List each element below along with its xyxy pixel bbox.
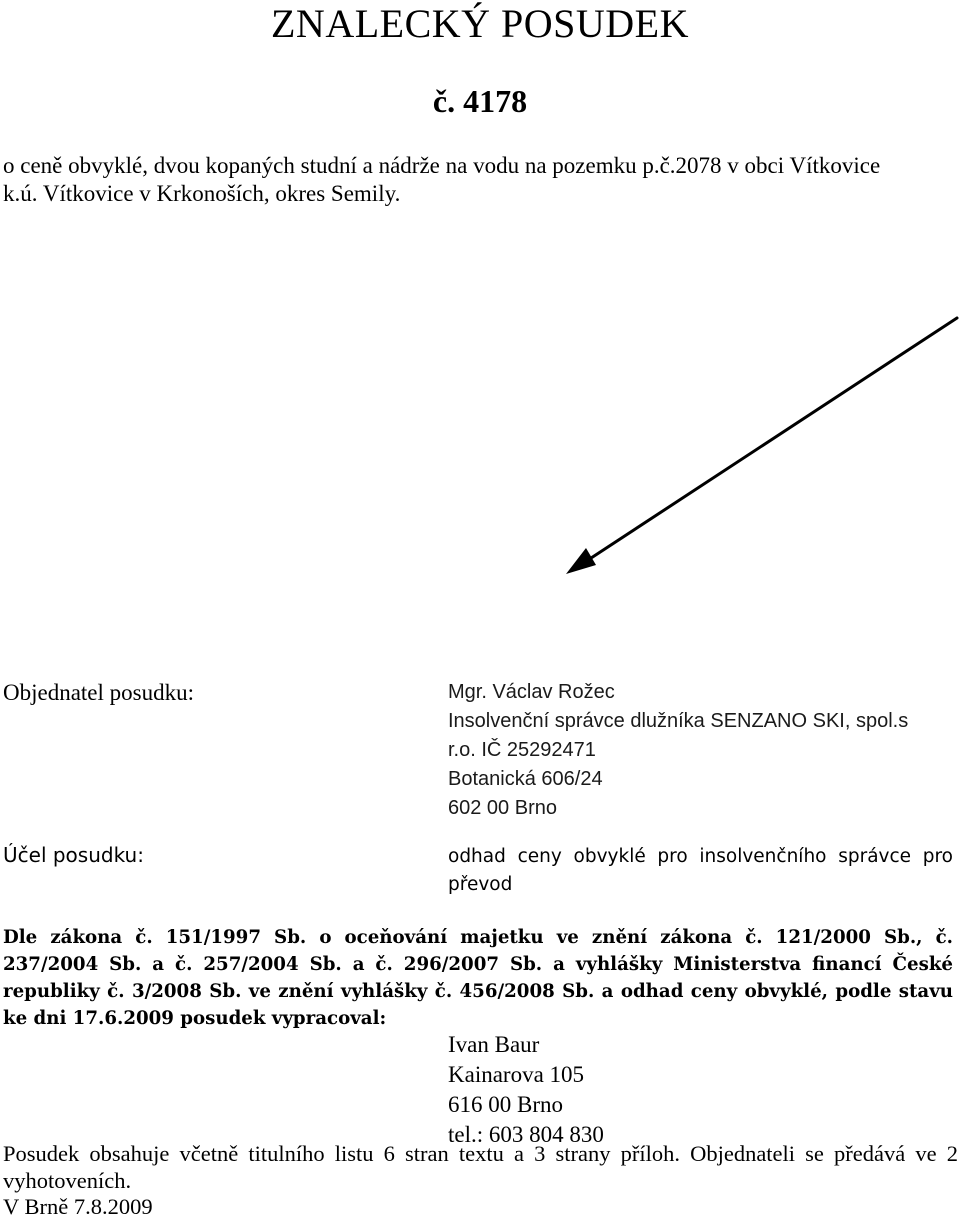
legal-basis-paragraph: Dle zákona č. 151/1997 Sb. o oceňování majetku ve znění zákona č. 121/2000 Sb., č. 237/2004 Sb. a č. 257/2004 Sb. a č. 296/2007 Sb. a vyhlášky Ministerstva financí České republiky č. 3/2008 Sb. ve znění vyhlášky č. 456/2008 Sb. a odhad ceny obvyklé, podle stavu ke dni 17.6.2009 posudek vypracoval: xyxy=(3,927,953,1029)
footer-note: Posudek obsahuje včetně titulního listu 6 stran textu a 3 strany příloh. Objednateli se předává ve 2 vyhotoveních. xyxy=(3,1141,958,1193)
client-role: Insolvenční správce dlužníka SENZANO SKI, spol.s xyxy=(448,710,909,732)
appraiser-block xyxy=(448,1030,604,1150)
client-street: Botanická 606/24 xyxy=(448,768,603,790)
appraiser-phone: tel.: 603 804 830 xyxy=(448,1122,604,1147)
client-label: Objednatel posudku: xyxy=(3,680,194,705)
client-company-id: r.o. IČ 25292471 xyxy=(448,739,596,761)
place-date: V Brně 7.8.2009 xyxy=(3,1194,153,1219)
appraiser-street: Kainarova 105 xyxy=(448,1062,585,1087)
subject-line-2: k.ú. Vítkovice v Krkonoších, okres Semily. xyxy=(3,181,401,206)
purpose-label: Účel posudku: xyxy=(3,843,144,867)
client-city: 602 00 Brno xyxy=(448,797,557,819)
document-title: ZNALECKÝ POSUDEK xyxy=(271,1,689,46)
client-name: Mgr. Václav Rožec xyxy=(448,681,615,703)
subject-line-1: o ceně obvyklé, dvou kopaných studní a nádrže na vodu na pozemku p.č.2078 v obci Vítkovice xyxy=(3,153,881,178)
client-details xyxy=(448,678,908,823)
purpose-text: odhad ceny obvyklé pro insolvenčního správce pro převod xyxy=(448,846,953,895)
appraiser-name: Ivan Baur xyxy=(448,1032,540,1057)
appraiser-city: 616 00 Brno xyxy=(448,1092,563,1117)
document-number: č. 4178 xyxy=(432,83,528,119)
